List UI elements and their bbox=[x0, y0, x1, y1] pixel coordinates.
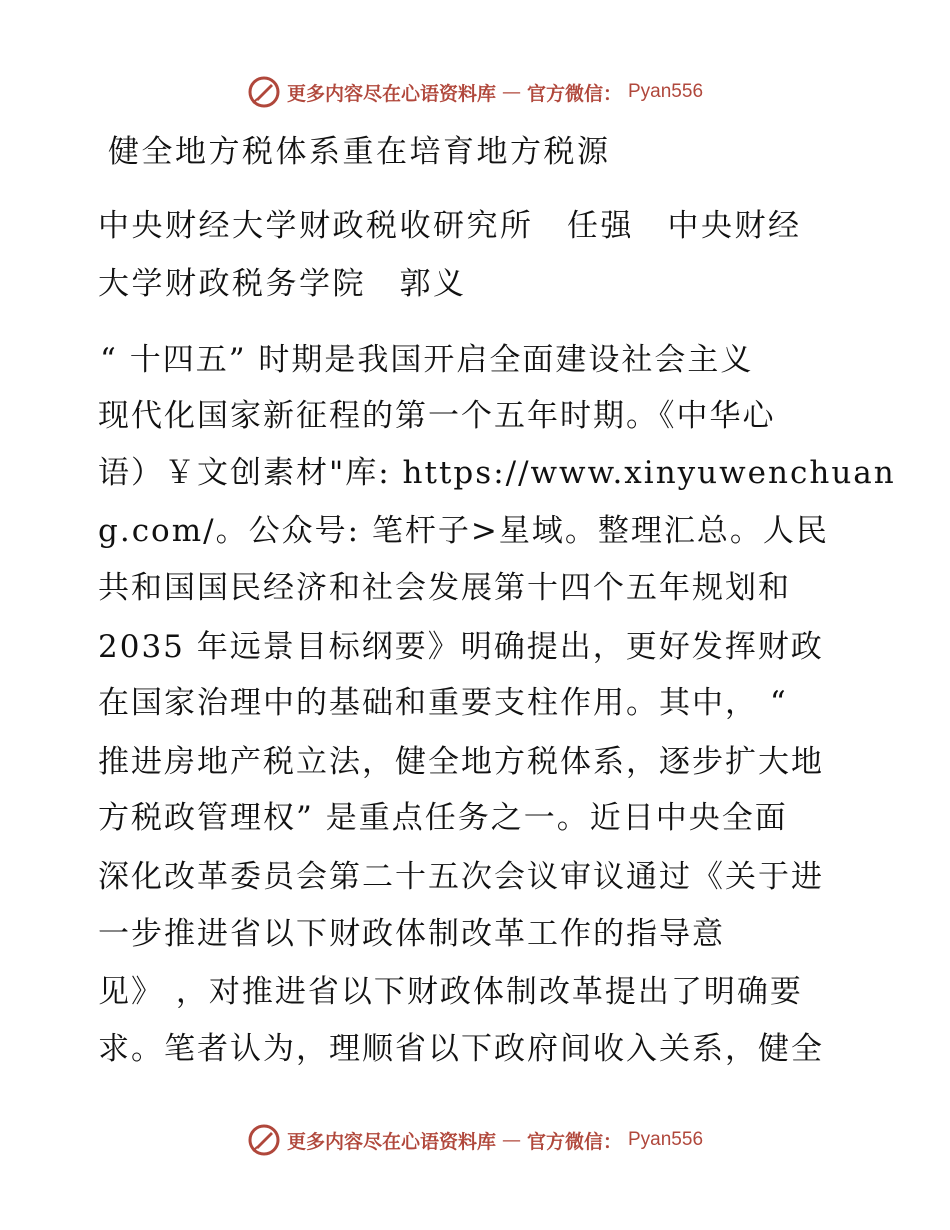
body-line: 语）￥文创素材"库: https://www.xinyuwenchuan bbox=[98, 455, 896, 491]
quill-logo-icon bbox=[247, 1123, 281, 1157]
body-line: 在国家治理中的基础和重要支柱作用。其中， “ bbox=[98, 685, 788, 721]
watermark-handle: Pyan556 bbox=[628, 1129, 704, 1150]
body-line: 2035 年远景目标纲要》明确提出，更好发挥财政 bbox=[98, 629, 824, 665]
watermark-handle: Pyan556 bbox=[628, 81, 704, 102]
body-line: 见》 ，对推进省以下财政体制改革提出了明确要 bbox=[98, 974, 803, 1010]
watermark-text: 更多内容尽在心语资料库 bbox=[286, 82, 496, 105]
body-line: 深化改革委员会第二十五次会议审议通过《关于进 bbox=[98, 859, 824, 895]
body-line: 共和国国民经济和社会发展第十四个五年规划和 bbox=[98, 570, 791, 606]
watermark-wechat-label: 官方微信： bbox=[526, 1130, 622, 1153]
author-line: 中央财经大学财政税收研究所 任强 中央财经 bbox=[98, 208, 802, 244]
watermark-separator: — bbox=[501, 1129, 521, 1151]
body-line: “ 十四五” 时期是我国开启全面建设社会主义 bbox=[100, 342, 754, 378]
quill-logo-icon bbox=[247, 75, 281, 109]
watermark-text: 更多内容尽在心语资料库 bbox=[286, 1130, 496, 1153]
body-line: g.com/。公众号: 笔杆子>星域。整理汇总。人民 bbox=[98, 513, 829, 549]
watermark-separator: — bbox=[501, 81, 521, 103]
watermark-banner-top bbox=[0, 72, 950, 112]
body-line: 推进房地产税立法，健全地方税体系，逐步扩大地 bbox=[98, 744, 824, 780]
body-line: 求。笔者认为，理顺省以下政府间收入关系，健全 bbox=[98, 1031, 824, 1067]
author-line: 大学财政税务学院 郭义 bbox=[98, 266, 467, 302]
article-title: 健全地方税体系重在培育地方税源 bbox=[108, 134, 611, 170]
body-line: 方税政管理权” 是重点任务之一。近日中央全面 bbox=[98, 800, 788, 836]
watermark-wechat-label: 官方微信： bbox=[526, 82, 622, 105]
body-line: 一步推进省以下财政体制改革工作的指导意 bbox=[98, 916, 725, 952]
body-line: 现代化国家新征程的第一个五年时期。《中华心 bbox=[98, 398, 776, 434]
watermark-banner-bottom bbox=[0, 1120, 950, 1160]
